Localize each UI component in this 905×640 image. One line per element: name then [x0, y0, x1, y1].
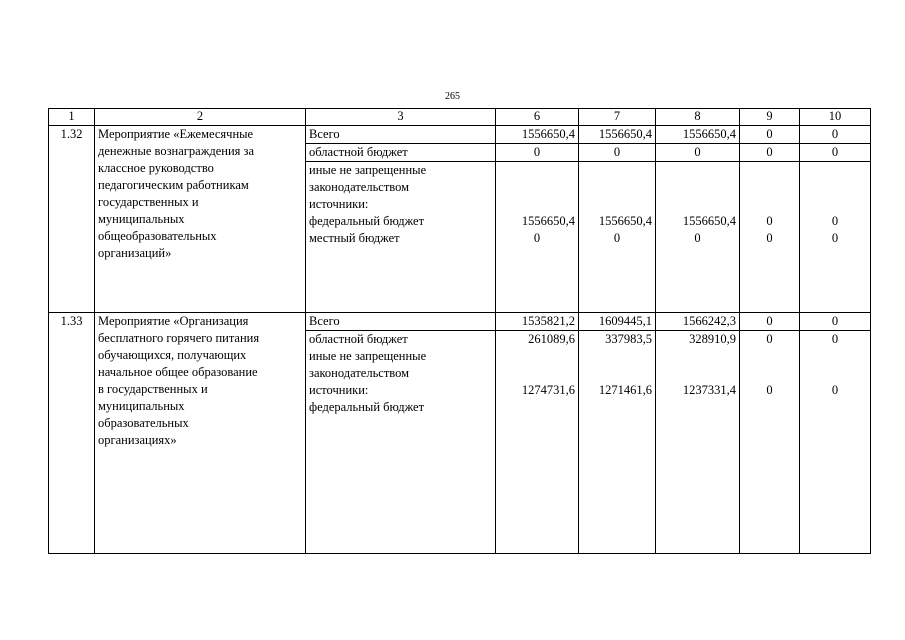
spacer	[743, 162, 796, 213]
value-line: 337983,5	[605, 332, 652, 346]
value-line: 0	[766, 214, 773, 228]
source-label-line: источники:	[309, 383, 369, 397]
item-title-line: педагогическим работникам	[98, 178, 249, 192]
budget-table	[48, 108, 871, 554]
source-label-line: источники:	[309, 197, 369, 211]
value-cell: 0	[496, 144, 579, 162]
item-title-line: образовательных	[98, 416, 189, 430]
value-cell	[800, 162, 871, 313]
value-cell: 1566242,3	[656, 313, 740, 331]
table-row	[49, 313, 871, 331]
value-line: 328910,9	[689, 332, 736, 346]
item-title-line: государственных и	[98, 195, 199, 209]
value-line: 1556650,4	[682, 214, 736, 228]
item-title	[95, 313, 306, 554]
item-title-line: классное руководство	[98, 161, 214, 175]
header-col-7: 7	[579, 109, 656, 126]
header-col-9: 9	[740, 109, 800, 126]
item-title	[95, 126, 306, 313]
value-cell: 1556650,4	[656, 126, 740, 144]
value-line: 1556650,4	[598, 214, 652, 228]
source-label: областной бюджет	[306, 144, 496, 162]
value-line: 261089,6	[528, 332, 575, 346]
source-label: Всего	[306, 313, 496, 331]
value-cell	[496, 331, 579, 554]
item-number: 1.33	[49, 313, 95, 554]
item-title-line: организаций»	[98, 246, 172, 260]
source-label-line: местный бюджет	[309, 231, 400, 245]
value-line: 0	[831, 383, 839, 397]
item-title-line: в государственных и	[98, 382, 208, 396]
value-cell: 0	[800, 126, 871, 144]
value-cell: 0	[579, 144, 656, 162]
item-title-line: начальное общее образование	[98, 365, 258, 379]
source-label-line: законодательством	[309, 180, 410, 194]
value-cell: 0	[740, 126, 800, 144]
value-cell	[579, 162, 656, 313]
value-cell: 0	[656, 144, 740, 162]
value-cell: 1556650,4	[579, 126, 656, 144]
item-title-line: муниципальных	[98, 399, 185, 413]
value-line: 0	[533, 231, 541, 245]
spacer	[803, 162, 867, 213]
source-label-line: иные не запрещенные	[309, 163, 427, 177]
value-line: 1237331,4	[682, 383, 736, 397]
header-col-8: 8	[656, 109, 740, 126]
value-line: 0	[694, 231, 701, 245]
value-line: 0	[766, 231, 773, 245]
value-cell	[740, 162, 800, 313]
item-title-line: бесплатного горячего питания	[98, 331, 260, 345]
item-title-line: Мероприятие «Организация	[98, 314, 249, 328]
value-line: 0	[613, 231, 621, 245]
spacer	[582, 348, 652, 382]
item-title-line: муниципальных	[98, 212, 185, 226]
value-line: 1274731,6	[521, 383, 575, 397]
spacer	[743, 348, 796, 382]
source-label: Всего	[306, 126, 496, 144]
spacer	[803, 348, 867, 382]
value-cell: 0	[800, 313, 871, 331]
value-cell	[579, 331, 656, 554]
item-title-line: организациях»	[98, 433, 177, 447]
header-col-6: 6	[496, 109, 579, 126]
value-line: 0	[766, 383, 773, 397]
source-label-line: федеральный бюджет	[309, 214, 425, 228]
item-title-line: общеобразовательных	[98, 229, 217, 243]
value-cell: 0	[740, 313, 800, 331]
item-title-line: Мероприятие «Ежемесячные	[98, 127, 254, 141]
value-cell	[740, 331, 800, 554]
header-col-2: 2	[95, 109, 306, 126]
value-line: 0	[766, 332, 773, 346]
header-col-10: 10	[800, 109, 871, 126]
item-title-line: обучающихся, получающих	[98, 348, 247, 362]
spacer	[499, 162, 575, 213]
value-cell	[496, 162, 579, 313]
header-row	[49, 109, 871, 126]
page-number: 265	[445, 91, 460, 102]
source-label-line: федеральный бюджет	[309, 400, 425, 414]
value-cell	[656, 331, 740, 554]
source-label-line: областной бюджет	[309, 332, 408, 346]
source-label	[306, 162, 496, 313]
source-label-line: законодательством	[309, 366, 410, 380]
spacer	[659, 348, 736, 382]
value-cell: 0	[800, 144, 871, 162]
header-col-3: 3	[306, 109, 496, 126]
header-col-1: 1	[49, 109, 95, 126]
value-cell: 1535821,2	[496, 313, 579, 331]
value-line: 0	[831, 214, 839, 228]
item-title-line: денежные вознаграждения за	[98, 144, 254, 158]
value-cell: 1609445,1	[579, 313, 656, 331]
value-cell: 1556650,4	[496, 126, 579, 144]
source-label-line: иные не запрещенные	[309, 349, 427, 363]
spacer	[582, 162, 652, 213]
spacer	[659, 162, 736, 213]
source-label	[306, 331, 496, 554]
value-line: 0	[831, 332, 839, 346]
table-row	[49, 126, 871, 144]
value-line: 0	[831, 231, 839, 245]
value-line: 1271461,6	[598, 383, 652, 397]
value-cell	[656, 162, 740, 313]
item-number: 1.32	[49, 126, 95, 313]
value-cell	[800, 331, 871, 554]
value-line: 1556650,4	[521, 214, 575, 228]
spacer	[499, 348, 575, 382]
value-cell: 0	[740, 144, 800, 162]
